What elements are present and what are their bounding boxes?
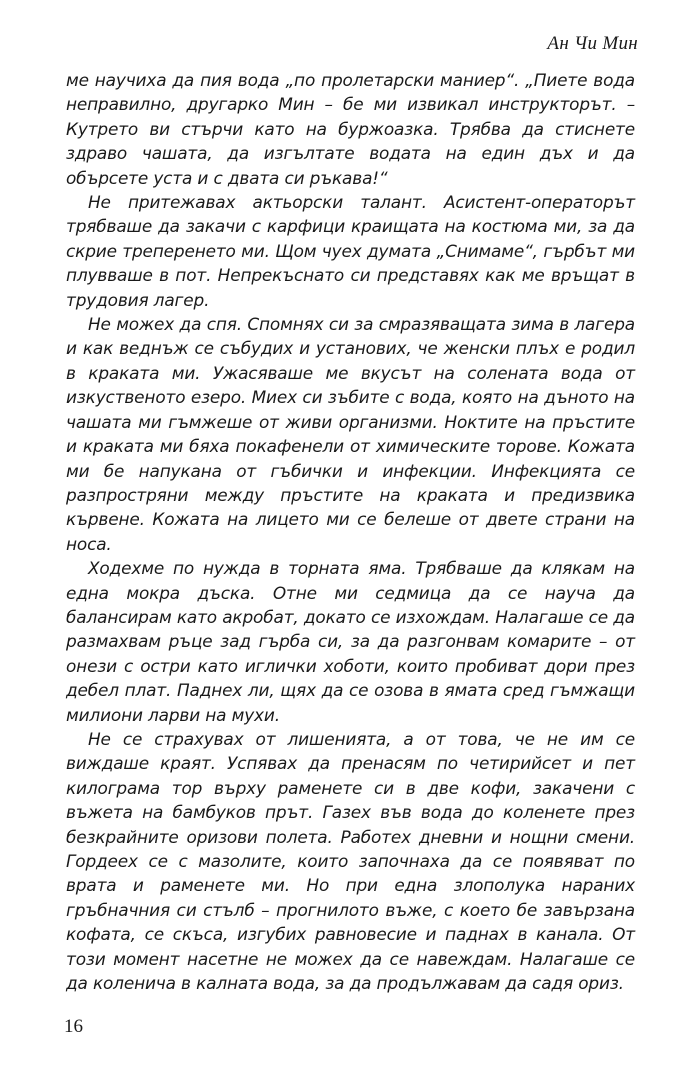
paragraph-3: Не можех да спя. Спомнях си за смразяващата зима в лагера и как веднъж се събудих и установих, че женски плъх е родил в краката ми. Ужасяваше ме вкусът на солената вода от изкуственото езеро. Миех си зъбите с вода, която на дъното на чашата ми гъмжеше от живи организми. Ноктите на пръстите и краката ми бяха покафенели от химическите торове. Кожата ми бе напукана от гъбички и инфекции. Инфекцията се разпростряни между пръстите на краката и предизвика кървене. Кожата на лицето ми се белеше от двете страни на носа. — [66, 314, 635, 554]
paragraph-5: Не се страхувах от лишенията, а от това, че не им се виждаше краят. Успявах да пренасям по четирийсет и пет килограма тор върху раменете си в две кофи, закачени с въжета на бамбуков прът. Газех във вода до коленете през безкрайните оризови полета. Работех дневни и нощни смени. Гордеех се с мазолите, които започнаха да се появяват по врата и раменете ми. Но при една злополука нараних гръбначния си стълб – прогнилото въже, с което бе завързана кофата, се скъса, изгубих равновесие и паднах в канала. От този момент насетне не можех да се навеждам. Налагаше се да коленича в калната вода, за да продължавам да садя ориз. — [66, 728, 635, 994]
paragraph-4: Ходехме по нужда в торната яма. Трябваше да клякам на една мокра дъска. Отне ми седмица да се науча да балансирам като акробат, докато се изхождам. Налагаше се да размахвам ръце зад гърба си, за да разгонвам комарите – от онези с остри като иглички хоботи, които пробиват дори през дебел плат. Паднех ли, щях да се озова в ямата сред гъмжащи милиони ларви на мухи. — [66, 558, 635, 725]
body-text — [66, 68, 635, 995]
paragraph-2: Не притежавах актьорски талант. Асистент-операторът трябваше да закачи с карфици краищата на костюма ми, за да скрие треперенето ми. Щом чуех думата „Снимаме“, гърбът ми плувваше в пот. Непрекъснато си представях как ме връщат в трудовия лагер. — [66, 192, 635, 310]
running-head-title: Ан Чи Мин — [547, 33, 638, 54]
page-number: 16 — [64, 1016, 83, 1037]
paragraph-1: ме научиха да пия вода „по пролетарски маниер“. „Пиете вода неправилно, другарко Мин – бе ми извикал инструкторът. – Кутрето ви стърчи като на буржоазка. Трябва да стиснете здраво чашата, да изгълтате водата на един дъх и да обърсете уста и с двата си ръкава!“ — [66, 70, 635, 188]
